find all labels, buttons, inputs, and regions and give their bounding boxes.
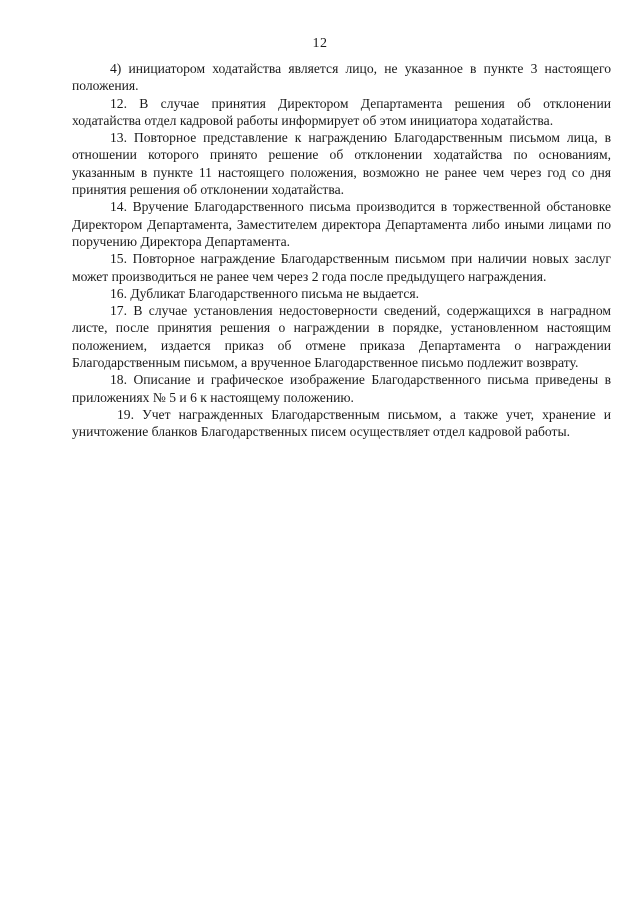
paragraph-17: 17. В случае установления недостоверности сведений, содержащихся в наградном листе, после принятия решения о награждении в порядке, установленном настоящим положением, издается приказ об отмене приказа Департамента о награждении Благодарственным письмом, а врученное Благодарственное письмо подлежит возврату. [72, 303, 611, 371]
paragraph-15: 15. Повторное награждение Благодарственным письмом при наличии новых заслуг может производиться не ранее чем через 2 года после предыдущего награждения. [72, 251, 611, 284]
paragraph-14: 14. Вручение Благодарственного письма производится в торжественной обстановке Директором Департамента, Заместителем директора Департамента либо иными лицами по поручению Директора Департамента. [72, 199, 611, 249]
paragraph-item-4: 4) инициатором ходатайства является лицо, не указанное в пункте 3 настоящего положения. [72, 61, 611, 94]
paragraph-19: 19. Учет награжденных Благодарственным письмом, а также учет, хранение и уничтожение бланков Благодарственных писем осуществляет отдел кадровой работы. [72, 406, 611, 440]
paragraph-13: 13. Повторное представление к награждению Благодарственным письмом лица, в отношении которого принято решение об отклонении ходатайства по основаниям, указанным в пункте 11 настоящего положения, возможно не ранее чем через год со дня принятия решения об отклонении ходатайства. [72, 130, 611, 198]
paragraph-12: 12. В случае принятия Директором Департамента решения об отклонении ходатайства отдел кадровой работы информирует об этом инициатора ходатайства. [72, 95, 611, 128]
paragraph-16: 16. Дубликат Благодарственного письма не выдается. [110, 285, 420, 301]
document-body [72, 60, 611, 441]
paragraph-18: 18. Описание и графическое изображение Благодарственного письма приведены в приложениях № 5 и 6 к настоящему положению. [72, 372, 611, 405]
page-number: 12 [312, 36, 328, 51]
